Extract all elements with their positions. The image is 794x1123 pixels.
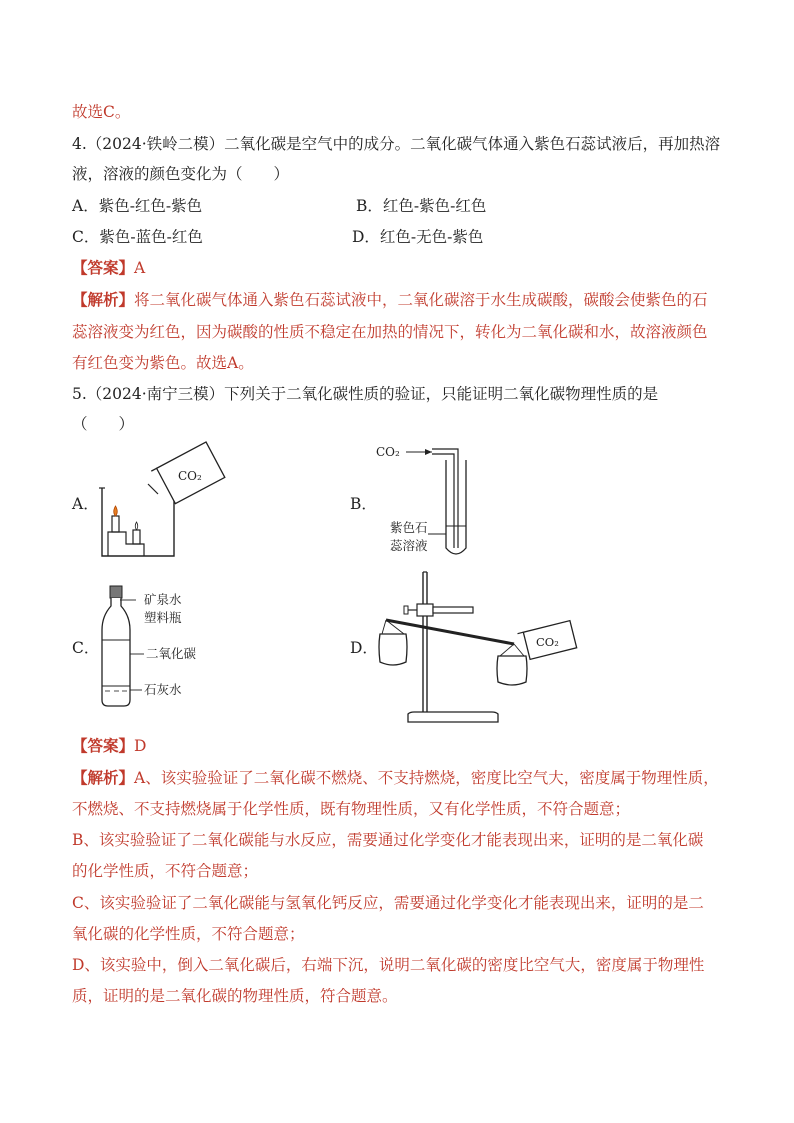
- figure-b-litmus-label1: 紫色石: [390, 520, 428, 535]
- q4-analysis-line2: 蕊溶液变为红色，因为碳酸的性质不稳定在加热的情况下，转化为二氧化碳和水，故溶液颜色: [72, 323, 708, 341]
- figure-d-co2-label: CO₂: [536, 635, 559, 649]
- figure-b-litmus-label2: 蕊溶液: [390, 538, 428, 553]
- q5-analysis-line3: B、该实验验证了二氧化碳能与水反应，需要通过化学变化才能表现出来，证明的是二氧化碳: [72, 831, 704, 849]
- figure-b-co2-label: CO₂: [376, 445, 400, 459]
- q4-option-a: A．紫色-红色-紫色: [72, 197, 203, 215]
- q4-analysis-line1: [72, 290, 708, 310]
- figure-c-bottle-label1: 矿泉水: [144, 592, 182, 607]
- q4-analysis-line3: 有红色变为紫色。故选A。: [72, 354, 254, 372]
- q5-option-b-letter: B．: [350, 495, 377, 513]
- figure-c-bottle-label2: 塑料瓶: [144, 610, 182, 625]
- q5-answer: D: [134, 737, 147, 755]
- figure-a-co2-label: CO₂: [178, 469, 202, 483]
- q4-option-b: B．红色-紫色-红色: [356, 197, 487, 215]
- q5-option-d-letter: D．: [350, 639, 378, 657]
- q5-analysis-line4: 的化学性质，不符合题意；: [72, 862, 259, 880]
- q4-analysis-text1: 将二氧化碳气体通入紫色石蕊试液中，二氧化碳溶于水生成碳酸，碳酸会使紫色的石: [134, 291, 708, 309]
- q5-analysis-line8: 质，证明的是二氧化碳的物理性质，符合题意。: [72, 987, 398, 1005]
- q5-analysis-tag: 【解析】: [72, 768, 135, 787]
- q5-option-a-letter: A．: [72, 495, 99, 513]
- q5-analysis-line5: C、该实验验证了二氧化碳能与氢氧化钙反应，需要通过化学变化才能表现出来，证明的是二: [72, 894, 704, 912]
- q5-stem-line1: 5.（2024·南宁三模）下列关于二氧化碳性质的验证，只能证明二氧化碳物理性质的是: [72, 385, 659, 403]
- q4-answer: A: [134, 259, 146, 277]
- q5-analysis-line2: 不燃烧、不支持燃烧属于化学性质，既有物理性质，又有化学性质，不符合题意；: [72, 800, 631, 818]
- q4-answer-line: [72, 258, 145, 278]
- q5-answer-tag: 【答案】: [72, 736, 135, 755]
- previous-answer: 故选C。: [72, 103, 131, 121]
- q5-answer-line: [72, 736, 146, 756]
- q5-analysis-line6: 氧化碳的化学性质，不符合题意；: [72, 925, 305, 943]
- q4-analysis-tag: 【解析】: [72, 290, 135, 309]
- q5-stem-line2: （ ）: [72, 415, 135, 433]
- q4-option-c: C．紫色-蓝色-红色: [72, 228, 203, 246]
- q4-option-d: D．红色-无色-紫色: [352, 228, 484, 246]
- q4-stem-line1: 4.（2024·铁岭二模）二氧化碳是空气中的成分。二氧化碳气体通入紫色石蕊试液后，再加热溶: [72, 135, 721, 153]
- figure-a-candles-beaker: [96, 436, 228, 562]
- q5-analysis-line1: [72, 768, 719, 788]
- figure-c-co2-label: 二氧化碳: [146, 646, 197, 661]
- q5-analysis-text1: A、该实验验证了二氧化碳不燃烧、不支持燃烧，密度比空气大，密度属于物理性质，: [134, 769, 719, 787]
- figure-b-test-tube: [372, 438, 482, 562]
- figure-c-limewater-label: 石灰水: [144, 682, 182, 697]
- q4-stem-line2: 液，溶液的颜色变化为（ ）: [72, 165, 290, 183]
- figure-c-plastic-bottle: [96, 582, 226, 712]
- q5-option-c-letter: C．: [72, 639, 100, 657]
- q4-answer-tag: 【答案】: [72, 258, 135, 277]
- q5-analysis-line7: D、该实验中，倒入二氧化碳后，右端下沉，说明二氧化碳的密度比空气大，密度属于物理性: [72, 956, 705, 974]
- figure-d-balance: [374, 566, 580, 728]
